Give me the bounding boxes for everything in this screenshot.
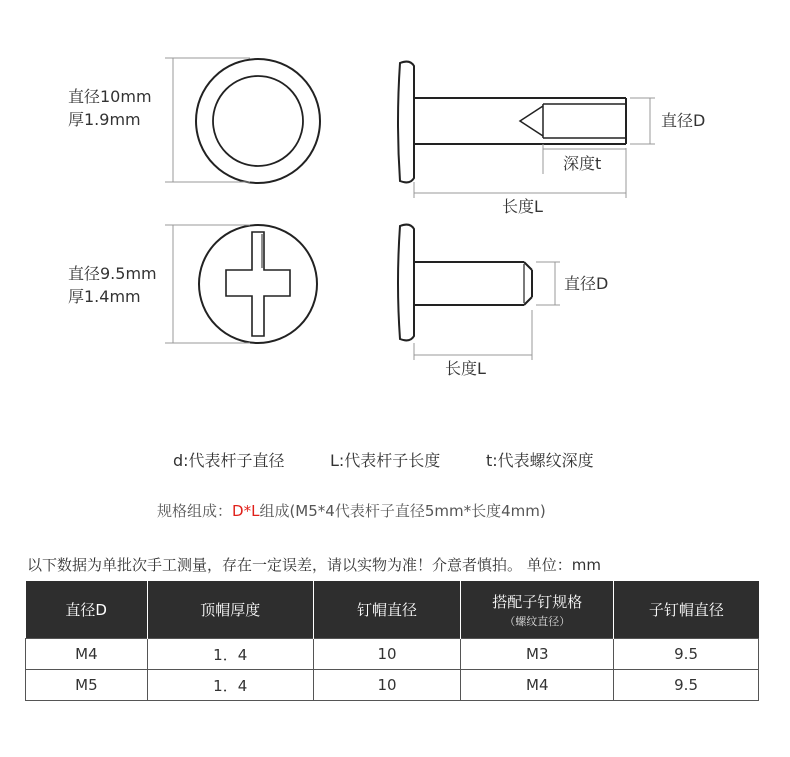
spec-suffix: 组成(M5*4代表杆子直径5mm*长度4mm) (259, 502, 546, 520)
table-cell: M3 (461, 639, 614, 670)
legend-d: d:代表杆子直径 (173, 451, 285, 470)
legend-t: t:代表螺纹深度 (486, 451, 594, 470)
table-cell: 1．4 (147, 670, 313, 701)
table-cell: M5 (26, 670, 148, 701)
table-cell: 10 (313, 670, 461, 701)
header-diameter: 直径D (26, 581, 148, 639)
spec-prefix: 规格组成： (157, 502, 233, 520)
phillips-thickness-label: 厚1.4mm (68, 287, 141, 306)
table-cell: 1．4 (147, 639, 313, 670)
washer-head-drawing (196, 59, 320, 183)
screw-top-depth-label: 深度t (563, 154, 602, 173)
table-cell: M4 (26, 639, 148, 670)
washer-dimension-lines (165, 58, 250, 182)
screw-top-length-label: 长度L (502, 197, 543, 216)
header-cap-thickness: 顶帽厚度 (147, 581, 313, 639)
table-cell: 9.5 (614, 639, 759, 670)
header-cap-diameter: 钉帽直径 (313, 581, 461, 639)
phillips-dimension-lines (165, 225, 250, 343)
washer-thickness-label: 厚1.9mm (68, 110, 141, 129)
header-matching-screw-sub: （螺纹直径） (504, 614, 571, 628)
header-sub-cap-diameter: 子钉帽直径 (614, 581, 759, 639)
screw-top-dimension-lines (414, 98, 655, 198)
table-cell: 10 (313, 639, 461, 670)
screw-bottom-length-label: 长度L (445, 359, 486, 378)
spec-table (25, 581, 759, 701)
screw-bottom-dimension-lines (414, 262, 560, 360)
screw-bottom-diameter-label: 直径D (564, 274, 609, 293)
phillips-diameter-label: 直径9.5mm (68, 264, 157, 283)
table-row (26, 670, 759, 701)
measurement-note: 以下数据为单批次手工测量，存在一定误差，请以实物为准！介意者慎拍。 单位：mm (27, 556, 601, 574)
washer-diameter-label: 直径10mm (68, 87, 152, 106)
spec-highlight: D*L (232, 502, 260, 520)
table-header-row (26, 581, 759, 639)
header-matching-screw (461, 581, 614, 639)
table-cell: 9.5 (614, 670, 759, 701)
screw-bottom-side-view (398, 225, 532, 341)
table-row (26, 639, 759, 670)
screw-top-diameter-label: 直径D (661, 111, 706, 130)
header-matching-screw-label: 搭配子钉规格 (492, 592, 583, 611)
table-cell: M4 (461, 670, 614, 701)
legend-l: L:代表杆子长度 (330, 451, 441, 470)
phillips-head-drawing (199, 225, 317, 343)
spec-composition (157, 500, 546, 521)
